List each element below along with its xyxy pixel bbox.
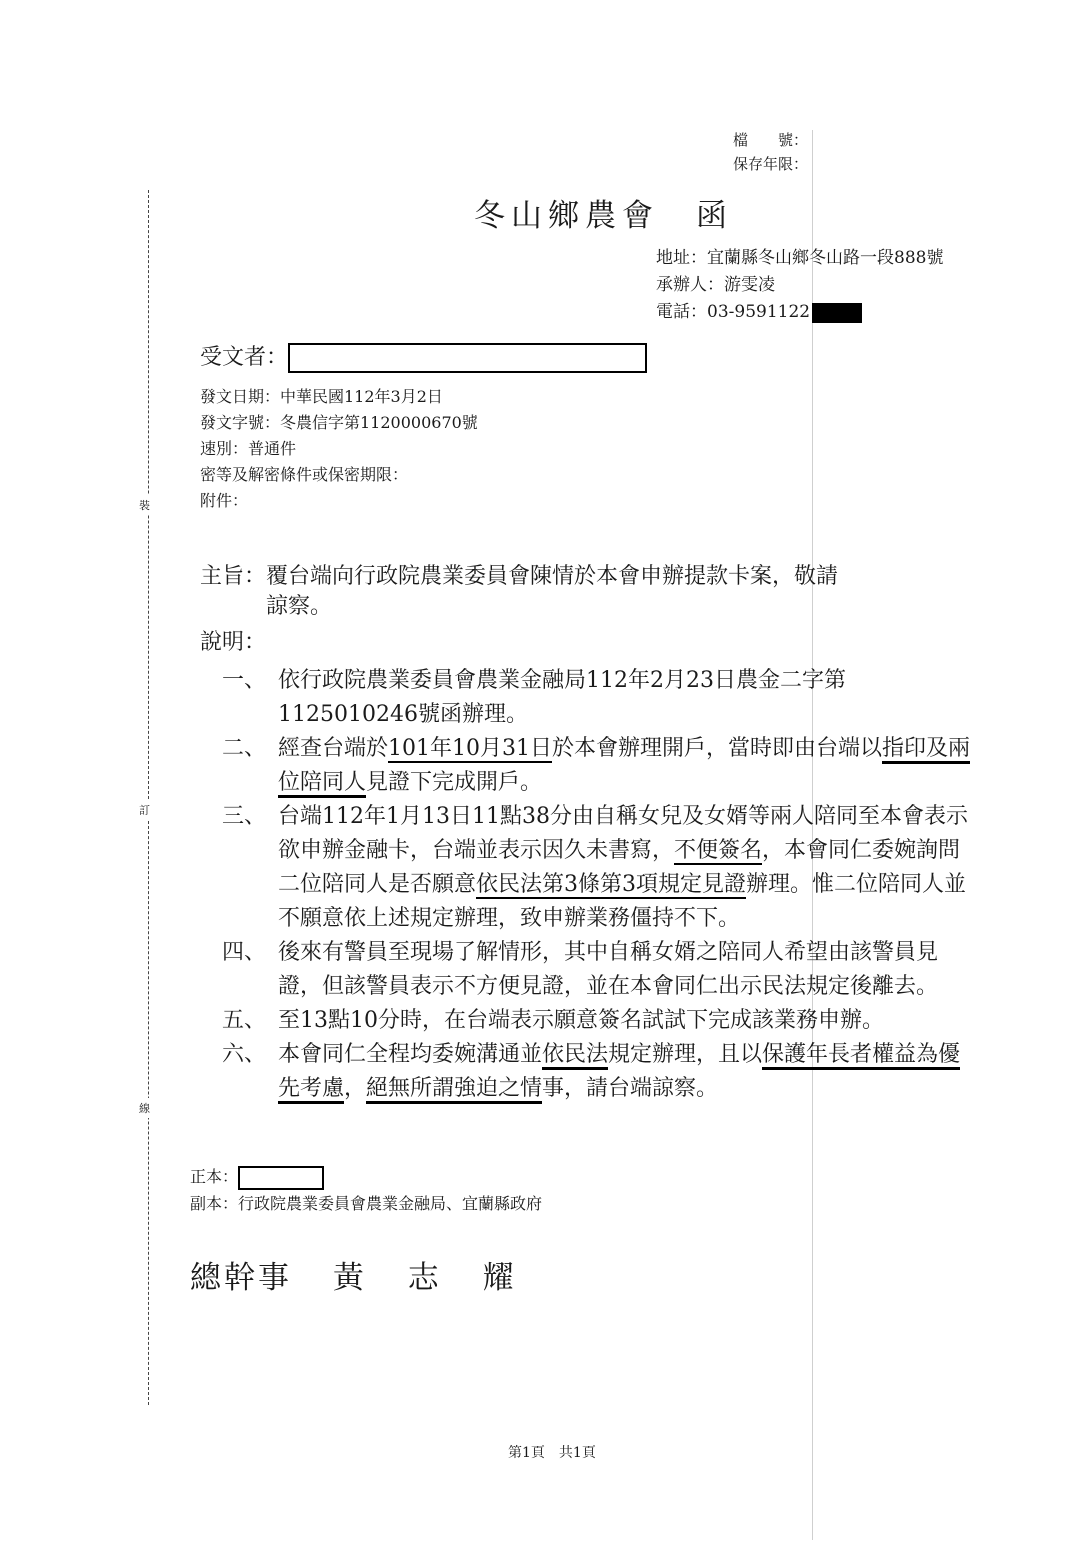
item-six-number: 六、	[222, 1042, 267, 1067]
binding-mark-middle: 訂	[139, 800, 150, 820]
recipient-label: 受文者：	[200, 345, 289, 370]
dispatch-date: 發文日期：中華民國112年3月2日	[200, 387, 443, 406]
item-one	[222, 664, 978, 732]
item-one-number: 一、	[222, 668, 267, 693]
item-three-part-a: 台端112年1月13日11點38分由自稱女兒及女婿等兩人陪同至本會表示欲申辦金融卡，台端並表示因久未書寫，	[278, 804, 968, 863]
distribution-block	[190, 1163, 542, 1217]
item-one-text: 依行政院農業委員會農業金融局112年2月23日農金二字第1125010246號函辦理。	[278, 668, 846, 727]
signer-name-3: 耀	[482, 1260, 517, 1296]
item-three-underlined-civil-law: 依民法第3條第3項規定見證	[476, 872, 747, 897]
binding-mark-top: 裝	[139, 495, 150, 515]
subject-block	[200, 562, 838, 622]
item-three-text	[278, 800, 978, 936]
item-four-number: 四、	[222, 940, 267, 965]
file-number-label: 檔 號：	[733, 131, 809, 149]
phone-redaction	[812, 303, 862, 323]
explanation-items	[222, 664, 978, 1106]
subject-label: 主旨：	[200, 564, 267, 589]
dispatch-speed: 速別：普通件	[200, 439, 297, 458]
signer-name-2: 志	[407, 1260, 442, 1296]
file-meta	[733, 128, 808, 176]
item-five-text: 至13點10分時，在台端表示願意簽名試試下完成該業務申辦。	[278, 1008, 884, 1033]
original-redaction	[238, 1166, 324, 1190]
retention-period-label: 保存年限：	[733, 155, 809, 173]
item-three	[222, 800, 978, 936]
handler-line: 承辦人：游雯凌	[656, 275, 775, 295]
phone-text: 電話：03-9591122	[656, 302, 811, 322]
secrecy-line: 密等及解密條件或保密期限：	[200, 465, 409, 484]
address-line: 地址：宜蘭縣冬山鄉冬山路一段888號	[656, 248, 944, 268]
item-two-text	[278, 732, 978, 800]
subject-line-1: 覆台端向行政院農業委員會陳情於本會申辦提款卡案，敬請	[266, 564, 839, 589]
item-six	[222, 1038, 978, 1106]
original-label: 正本：	[190, 1167, 239, 1186]
item-two-underlined-witness: 指印及兩位陪同人	[278, 736, 970, 798]
item-six-part-e: ，	[344, 1076, 367, 1101]
phone-line	[656, 299, 943, 326]
item-two	[222, 732, 978, 800]
item-six-underlined-elderly: 保護年長者權益為優先考慮	[278, 1042, 960, 1104]
item-six-text	[278, 1038, 978, 1106]
copies-line: 副本：行政院農業委員會農業金融局、宜蘭縣政府	[190, 1194, 543, 1213]
dispatch-number: 發文字號：冬農信字第1120000670號	[200, 413, 478, 432]
item-six-part-a: 本會同仁全程均委婉溝通並	[278, 1042, 543, 1067]
item-six-part-g: 事，請台端諒察。	[542, 1076, 719, 1101]
dispatch-meta	[200, 384, 478, 514]
page-number: 第1頁 共1頁	[508, 1445, 596, 1461]
subject-line-2: 諒察。	[266, 594, 333, 619]
signature-block	[190, 1252, 545, 1297]
document-title: 冬山鄉農會 函	[474, 198, 733, 234]
item-four	[222, 936, 978, 1004]
item-two-part-a: 經查台端於	[278, 736, 389, 761]
contact-block	[656, 245, 943, 326]
item-five-number: 五、	[222, 1008, 267, 1033]
item-six-part-c: 規定辦理，且以	[608, 1042, 763, 1067]
item-four-text: 後來有警員至現場了解情形，其中自稱女婿之陪同人希望由該警員見證，但該警員表示不方便見證，並在本會同仁出示民法規定後離去。	[278, 940, 939, 999]
item-three-part-e: 辦理。惟二位陪同人並不願意依上述規定辦理，致申辦業務僵持不下。	[278, 872, 967, 931]
item-two-part-e: 見證下完成開戶。	[366, 770, 543, 795]
item-two-number: 二、	[222, 736, 267, 761]
item-six-underlined-no-coercion: 絕無所謂強迫之情	[366, 1076, 542, 1104]
signer-name-1: 黃	[332, 1260, 367, 1296]
recipient-line	[200, 340, 647, 373]
item-three-part-c: ，本會同仁委婉詢問二位陪同人是否願意	[278, 838, 961, 897]
binding-dashed-line	[148, 190, 149, 1405]
item-three-underlined-unable-sign: 不便簽名	[674, 838, 763, 863]
item-six-underlined-civil-law: 依民法	[542, 1042, 608, 1070]
original-recipient-line	[190, 1163, 542, 1190]
item-two-part-c: 於本會辦理開戶，當時即由台端以	[552, 736, 883, 761]
item-five	[222, 1004, 978, 1038]
item-three-number: 三、	[222, 804, 267, 829]
binding-mark-bottom: 線	[139, 1098, 150, 1118]
explanation-label: 說明：	[200, 630, 267, 655]
recipient-redaction	[288, 343, 647, 373]
signer-title: 總幹事	[190, 1260, 292, 1296]
attachment-line: 附件：	[200, 491, 249, 510]
item-two-underlined-date: 101年10月31日	[388, 736, 552, 761]
